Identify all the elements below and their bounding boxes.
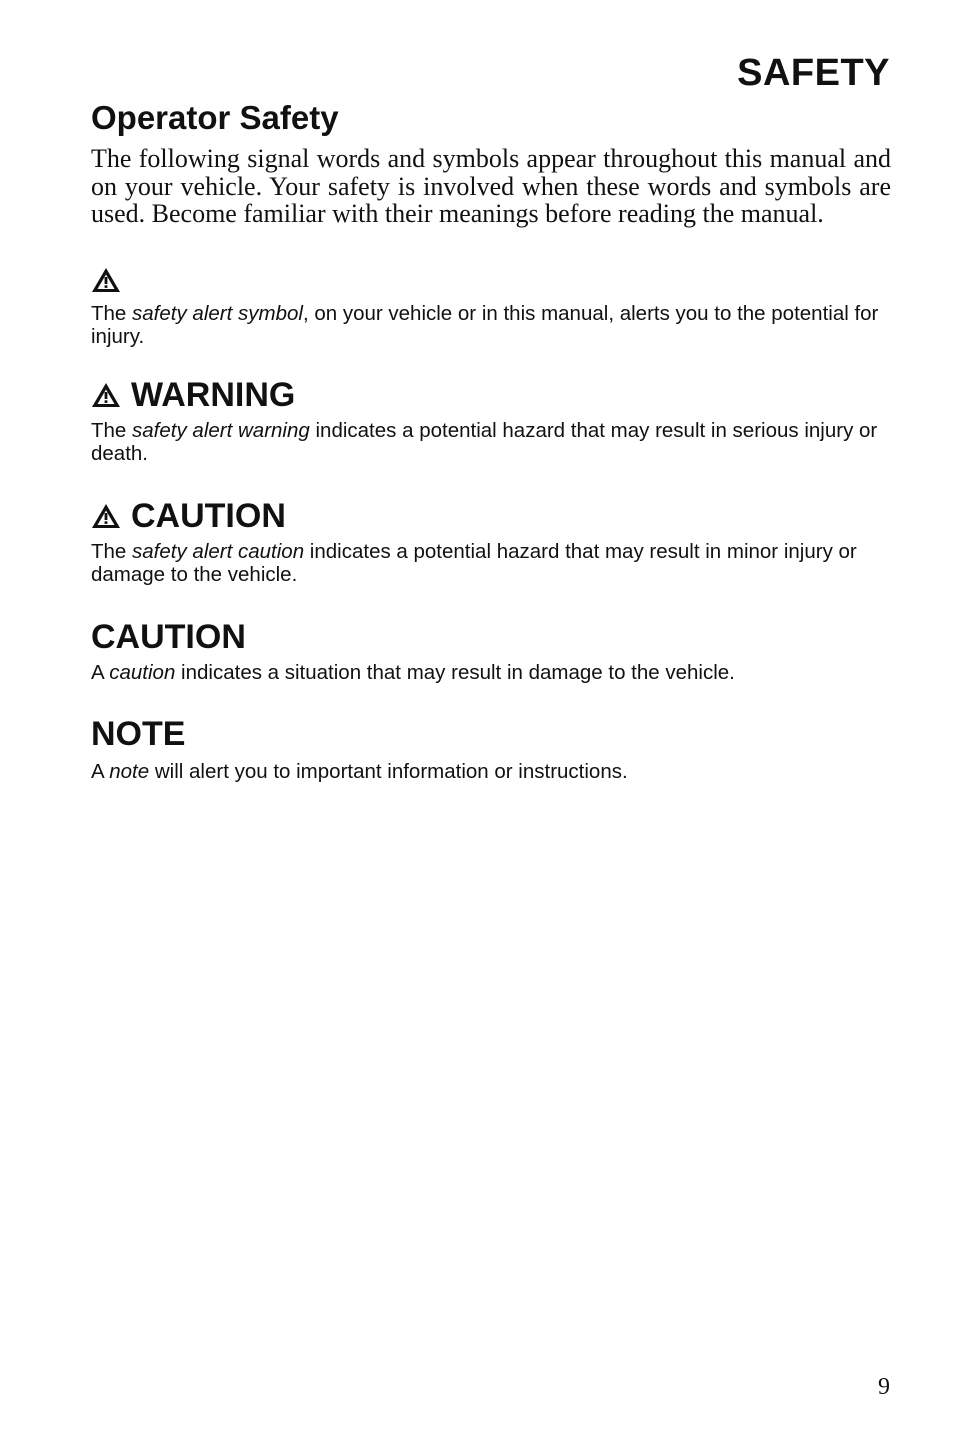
caution-alert-label: CAUTION [131,496,286,535]
warning-triangle-icon [91,266,121,294]
caution-alert-heading [91,496,891,536]
warning-triangle-icon [91,502,121,530]
page-content [91,97,891,784]
warning-triangle-icon [91,381,121,409]
page-number: 9 [878,1374,890,1400]
safety-alert-symbol-description: The safety alert symbol, on your vehicle or in this manual, alerts you to the potential for injury. [91,301,879,348]
warning-description: The safety alert warning indicates a potential hazard that may result in serious injury or death. [91,418,878,465]
safety-alert-symbol-row [91,266,891,294]
warning-heading [91,375,891,415]
caution-heading [91,617,891,657]
intro-paragraph: The following signal words and symbols appear throughout this manual and on your vehicle. Your safety is involved when these words and symbols are used. Become familiar with their meanings before reading the manual. [91,144,891,228]
caution-label: CAUTION [91,617,246,656]
caution-alert-description: The safety alert caution indicates a potential hazard that may result in minor injury or damage to the vehicle. [91,539,857,586]
note-heading [91,714,891,754]
note-description: A note will alert you to important information or instructions. [91,760,628,783]
caution-description: A caution indicates a situation that may result in damage to the vehicle. [91,660,735,684]
note-label: NOTE [91,715,186,753]
page-heading: Operator Safety [91,99,339,136]
section-title: SAFETY [737,52,890,94]
warning-label: WARNING [131,375,296,414]
